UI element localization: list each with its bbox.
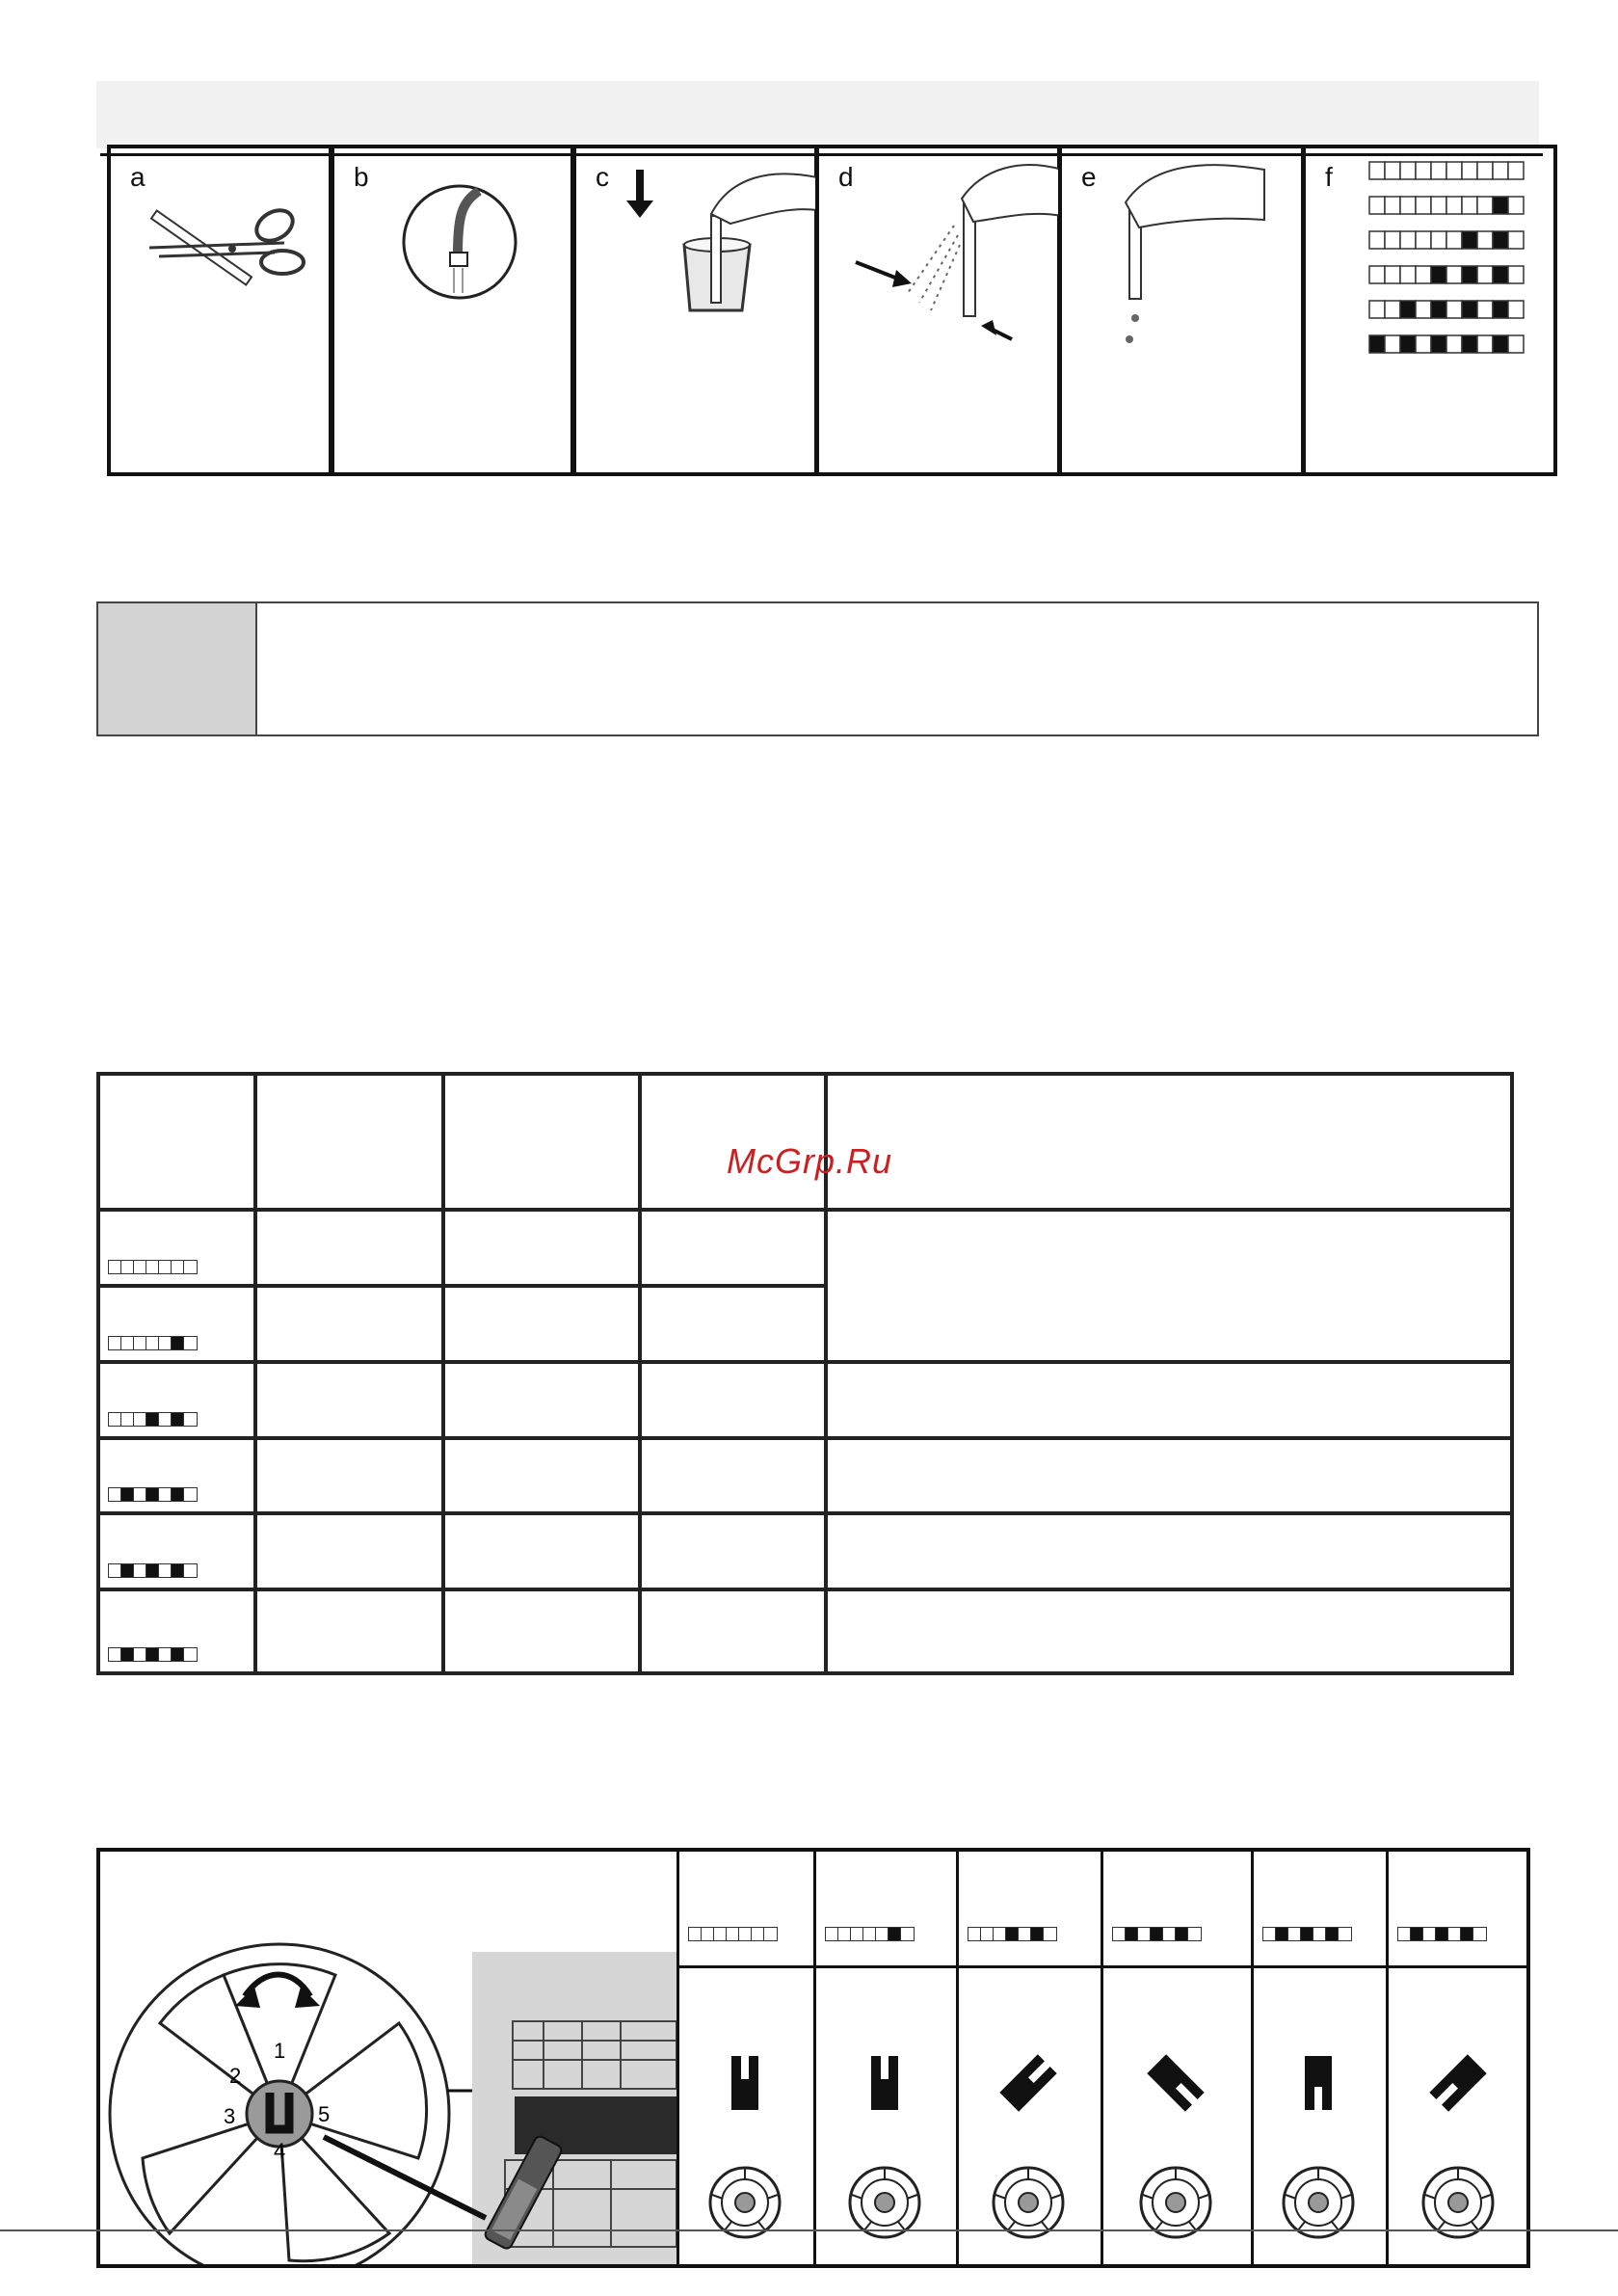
strip-square bbox=[121, 1337, 134, 1349]
table-header-cell bbox=[98, 1074, 255, 1210]
test-steps-row bbox=[107, 145, 1557, 476]
strip-cell bbox=[98, 1589, 255, 1673]
level-3-symbol-icon bbox=[990, 2035, 1067, 2131]
step-letter: a bbox=[130, 162, 146, 192]
strip-square bbox=[1263, 1928, 1276, 1940]
table-cell bbox=[826, 1513, 1512, 1589]
scale-square bbox=[1477, 162, 1493, 179]
scale-square bbox=[1462, 266, 1477, 283]
strip-square bbox=[159, 1337, 172, 1349]
strip-square bbox=[109, 1261, 121, 1273]
strip-square bbox=[172, 1261, 184, 1273]
test-strip-level-3 bbox=[108, 1412, 198, 1427]
adjust-strip-level-3 bbox=[968, 1927, 1057, 1941]
scale-square bbox=[1431, 266, 1446, 283]
compare-color-scale-icon bbox=[1306, 148, 1558, 476]
table-cell bbox=[640, 1210, 826, 1286]
step-d bbox=[815, 145, 1061, 476]
strip-square bbox=[121, 1488, 134, 1501]
scale-square bbox=[1477, 231, 1493, 249]
dial-number: 1 bbox=[274, 2039, 286, 2063]
scale-square bbox=[1493, 162, 1508, 179]
note-side-panel bbox=[98, 603, 257, 734]
table-row bbox=[98, 1438, 1512, 1514]
scale-square bbox=[1385, 197, 1400, 214]
strip-square bbox=[968, 1928, 981, 1940]
table-cell bbox=[640, 1438, 826, 1514]
strip-square bbox=[1301, 1928, 1313, 1940]
level-4-symbol-icon bbox=[1137, 2035, 1214, 2131]
scale-square bbox=[1477, 266, 1493, 283]
table-cell bbox=[255, 1286, 443, 1362]
scale-square bbox=[1400, 335, 1416, 353]
strip-square bbox=[172, 1337, 184, 1349]
dial-number: 2 bbox=[229, 2064, 242, 2088]
strip-square bbox=[1288, 1928, 1301, 1940]
table-header-cell bbox=[443, 1074, 640, 1210]
strip-square bbox=[134, 1413, 146, 1426]
scale-square bbox=[1416, 266, 1431, 283]
strip-square bbox=[1113, 1928, 1126, 1940]
test-strip-level-2 bbox=[108, 1336, 198, 1350]
scale-square bbox=[1416, 197, 1431, 214]
strip-square bbox=[121, 1564, 134, 1577]
step-f bbox=[1302, 145, 1557, 476]
strip-square bbox=[752, 1928, 764, 1940]
strip-square bbox=[184, 1261, 197, 1273]
table-cell bbox=[255, 1210, 443, 1286]
note-box bbox=[96, 601, 1539, 736]
strip-square bbox=[981, 1928, 994, 1940]
strip-square bbox=[838, 1928, 851, 1940]
scale-square bbox=[1385, 231, 1400, 249]
strip-square bbox=[146, 1413, 159, 1426]
strip-square bbox=[109, 1413, 121, 1426]
scale-square bbox=[1400, 231, 1416, 249]
scissors-cut-strip-icon bbox=[111, 148, 332, 476]
strip-square bbox=[172, 1564, 184, 1577]
table-header-cell bbox=[826, 1074, 1512, 1210]
scale-square bbox=[1446, 335, 1462, 353]
strip-square bbox=[159, 1564, 172, 1577]
strip-square bbox=[146, 1261, 159, 1273]
scale-square bbox=[1431, 162, 1446, 179]
scale-square bbox=[1385, 335, 1400, 353]
scale-square bbox=[1369, 197, 1385, 214]
scale-square bbox=[1462, 335, 1477, 353]
scale-square bbox=[1400, 301, 1416, 318]
adjust-strip-level-6 bbox=[1397, 1927, 1487, 1941]
scale-square bbox=[1446, 231, 1462, 249]
scale-square bbox=[1493, 266, 1508, 283]
strip-square bbox=[172, 1648, 184, 1661]
scale-square bbox=[1416, 162, 1431, 179]
level-1-symbol-icon bbox=[706, 2035, 783, 2131]
strip-square bbox=[121, 1648, 134, 1661]
scale-square bbox=[1369, 231, 1385, 249]
adjustment-panel bbox=[96, 1848, 1530, 2268]
scale-square bbox=[1493, 301, 1508, 318]
column-divider bbox=[956, 1852, 959, 2264]
scale-square bbox=[1477, 335, 1493, 353]
strip-square bbox=[851, 1928, 863, 1940]
strip-cell bbox=[98, 1286, 255, 1362]
strip-square bbox=[146, 1337, 159, 1349]
strip-square bbox=[1163, 1928, 1176, 1940]
strip-square bbox=[1031, 1928, 1044, 1940]
scale-square bbox=[1493, 197, 1508, 214]
step-e bbox=[1058, 145, 1305, 476]
scale-square bbox=[1477, 301, 1493, 318]
level-5-symbol-icon bbox=[1280, 2035, 1357, 2131]
scale-square bbox=[1431, 335, 1446, 353]
scale-square bbox=[1400, 162, 1416, 179]
strip-square bbox=[1448, 1928, 1461, 1940]
strip-square bbox=[134, 1337, 146, 1349]
strip-square bbox=[1436, 1928, 1448, 1940]
strip-square bbox=[876, 1928, 889, 1940]
strip-square bbox=[146, 1564, 159, 1577]
table-row bbox=[98, 1210, 1512, 1286]
strip-cell bbox=[98, 1362, 255, 1438]
step-letter: c bbox=[596, 162, 609, 192]
scale-square bbox=[1508, 162, 1524, 179]
scale-square bbox=[1369, 335, 1385, 353]
test-strip-level-4 bbox=[108, 1487, 198, 1502]
strip-square bbox=[159, 1648, 172, 1661]
table-cell bbox=[443, 1210, 640, 1286]
scale-square bbox=[1508, 266, 1524, 283]
table-cell bbox=[255, 1438, 443, 1514]
scale-square bbox=[1508, 335, 1524, 353]
column-divider bbox=[676, 1852, 679, 2264]
footer-rule bbox=[0, 2229, 1618, 2231]
strip-square bbox=[146, 1648, 159, 1661]
scale-square bbox=[1446, 162, 1462, 179]
step-letter: d bbox=[838, 162, 854, 192]
header-rule bbox=[100, 153, 1543, 156]
table-cell bbox=[640, 1513, 826, 1589]
strip-square bbox=[764, 1928, 777, 1940]
scale-square bbox=[1416, 231, 1431, 249]
header-band bbox=[96, 81, 1539, 148]
scale-square bbox=[1508, 301, 1524, 318]
adjust-strip-level-1 bbox=[688, 1927, 778, 1941]
table-cell bbox=[640, 1362, 826, 1438]
strip-square bbox=[702, 1928, 714, 1940]
faucet-water-icon bbox=[334, 148, 575, 476]
table-row bbox=[98, 1589, 1512, 1673]
strip-square bbox=[109, 1337, 121, 1349]
strip-square bbox=[994, 1928, 1006, 1940]
strip-square bbox=[1044, 1928, 1056, 1940]
dial-number: 3 bbox=[224, 2104, 236, 2128]
strip-square bbox=[1339, 1928, 1351, 1940]
hold-strip-drip-icon bbox=[1062, 148, 1305, 476]
table-header-cell bbox=[255, 1074, 443, 1210]
shake-strip-icon bbox=[819, 148, 1062, 476]
step-b bbox=[331, 145, 574, 476]
table-cell bbox=[255, 1362, 443, 1438]
strip-square bbox=[172, 1488, 184, 1501]
test-strip-level-1 bbox=[108, 1260, 198, 1274]
strip-square bbox=[159, 1261, 172, 1273]
strip-square bbox=[1423, 1928, 1436, 1940]
strip-square bbox=[184, 1337, 197, 1349]
table-cell bbox=[443, 1362, 640, 1438]
scale-square bbox=[1431, 197, 1446, 214]
strip-square bbox=[714, 1928, 727, 1940]
strip-square bbox=[1019, 1928, 1031, 1940]
strip-square bbox=[134, 1488, 146, 1501]
strip-square bbox=[689, 1928, 702, 1940]
strip-square bbox=[1151, 1928, 1163, 1940]
scale-square bbox=[1369, 266, 1385, 283]
softener-dial-illustration bbox=[100, 1852, 676, 2264]
strip-square bbox=[739, 1928, 752, 1940]
table-cell bbox=[255, 1513, 443, 1589]
dip-strip-in-glass-icon bbox=[576, 148, 819, 476]
strip-square bbox=[109, 1564, 121, 1577]
level-2-symbol-icon bbox=[846, 2035, 923, 2131]
test-strip-level-5 bbox=[108, 1563, 198, 1578]
step-c bbox=[572, 145, 818, 476]
scale-square bbox=[1416, 301, 1431, 318]
step-letter: e bbox=[1081, 162, 1097, 192]
level-6-symbol-icon bbox=[1419, 2035, 1497, 2131]
strip-square bbox=[863, 1928, 876, 1940]
strip-square bbox=[1461, 1928, 1473, 1940]
strip-square bbox=[134, 1648, 146, 1661]
scale-square bbox=[1385, 266, 1400, 283]
header-divider bbox=[676, 1965, 1530, 1968]
strip-cell bbox=[98, 1513, 255, 1589]
scale-square bbox=[1446, 266, 1462, 283]
table-cell bbox=[443, 1438, 640, 1514]
strip-square bbox=[184, 1488, 197, 1501]
scale-square bbox=[1416, 335, 1431, 353]
strip-cell bbox=[98, 1210, 255, 1286]
table-cell bbox=[826, 1589, 1512, 1673]
scale-square bbox=[1446, 197, 1462, 214]
scale-square bbox=[1369, 301, 1385, 318]
table-cell bbox=[826, 1362, 1512, 1438]
table-cell bbox=[255, 1589, 443, 1673]
strip-square bbox=[1398, 1928, 1411, 1940]
dial-number: 5 bbox=[318, 2102, 331, 2126]
strip-square bbox=[121, 1261, 134, 1273]
strip-square bbox=[1326, 1928, 1339, 1940]
scale-square bbox=[1493, 231, 1508, 249]
strip-square bbox=[172, 1413, 184, 1426]
table-cell bbox=[443, 1513, 640, 1589]
strip-square bbox=[121, 1413, 134, 1426]
strip-square bbox=[184, 1648, 197, 1661]
scale-square bbox=[1385, 301, 1400, 318]
column-divider bbox=[1251, 1852, 1254, 2264]
column-divider bbox=[1101, 1852, 1103, 2264]
step-letter: b bbox=[354, 162, 369, 192]
strip-square bbox=[826, 1928, 838, 1940]
scale-square bbox=[1462, 162, 1477, 179]
strip-square bbox=[146, 1488, 159, 1501]
table-cell bbox=[640, 1589, 826, 1673]
watermark: McGrp.Ru bbox=[727, 1141, 893, 1181]
strip-square bbox=[1006, 1928, 1019, 1940]
strip-cell bbox=[98, 1438, 255, 1514]
table-cell bbox=[443, 1286, 640, 1362]
strip-square bbox=[134, 1261, 146, 1273]
strip-square bbox=[1473, 1928, 1486, 1940]
step-a bbox=[107, 145, 332, 476]
scale-square bbox=[1462, 197, 1477, 214]
strip-square bbox=[727, 1928, 739, 1940]
scale-square bbox=[1385, 162, 1400, 179]
scale-square bbox=[1462, 301, 1477, 318]
table-cell bbox=[640, 1286, 826, 1362]
strip-square bbox=[109, 1648, 121, 1661]
strip-square bbox=[184, 1413, 197, 1426]
adjust-strip-level-2 bbox=[825, 1927, 915, 1941]
scale-square bbox=[1446, 301, 1462, 318]
strip-square bbox=[901, 1928, 914, 1940]
scale-square bbox=[1493, 335, 1508, 353]
strip-square bbox=[159, 1413, 172, 1426]
column-divider bbox=[813, 1852, 816, 2264]
strip-square bbox=[1188, 1928, 1201, 1940]
scale-square bbox=[1477, 197, 1493, 214]
strip-square bbox=[1276, 1928, 1288, 1940]
scale-square bbox=[1400, 197, 1416, 214]
scale-square bbox=[1400, 266, 1416, 283]
strip-square bbox=[184, 1564, 197, 1577]
strip-square bbox=[159, 1488, 172, 1501]
dial-number: 4 bbox=[274, 2139, 286, 2163]
column-divider bbox=[1386, 1852, 1389, 2264]
strip-square bbox=[889, 1928, 901, 1940]
scale-square bbox=[1369, 162, 1385, 179]
scale-square bbox=[1431, 231, 1446, 249]
test-strip-level-6 bbox=[108, 1647, 198, 1662]
strip-square bbox=[134, 1564, 146, 1577]
strip-square bbox=[1138, 1928, 1151, 1940]
strip-square bbox=[1411, 1928, 1423, 1940]
adjust-strip-level-4 bbox=[1112, 1927, 1202, 1941]
scale-square bbox=[1508, 231, 1524, 249]
adjust-strip-level-5 bbox=[1262, 1927, 1352, 1941]
table-cell bbox=[826, 1210, 1512, 1362]
scale-square bbox=[1431, 301, 1446, 318]
strip-square bbox=[109, 1488, 121, 1501]
strip-square bbox=[1126, 1928, 1138, 1940]
strip-square bbox=[1176, 1928, 1188, 1940]
strip-square bbox=[1313, 1928, 1326, 1940]
step-letter: f bbox=[1325, 162, 1333, 192]
table-row bbox=[98, 1513, 1512, 1589]
table-row bbox=[98, 1362, 1512, 1438]
table-cell bbox=[443, 1589, 640, 1673]
scale-square bbox=[1462, 231, 1477, 249]
scale-square bbox=[1508, 197, 1524, 214]
table-cell bbox=[826, 1438, 1512, 1514]
